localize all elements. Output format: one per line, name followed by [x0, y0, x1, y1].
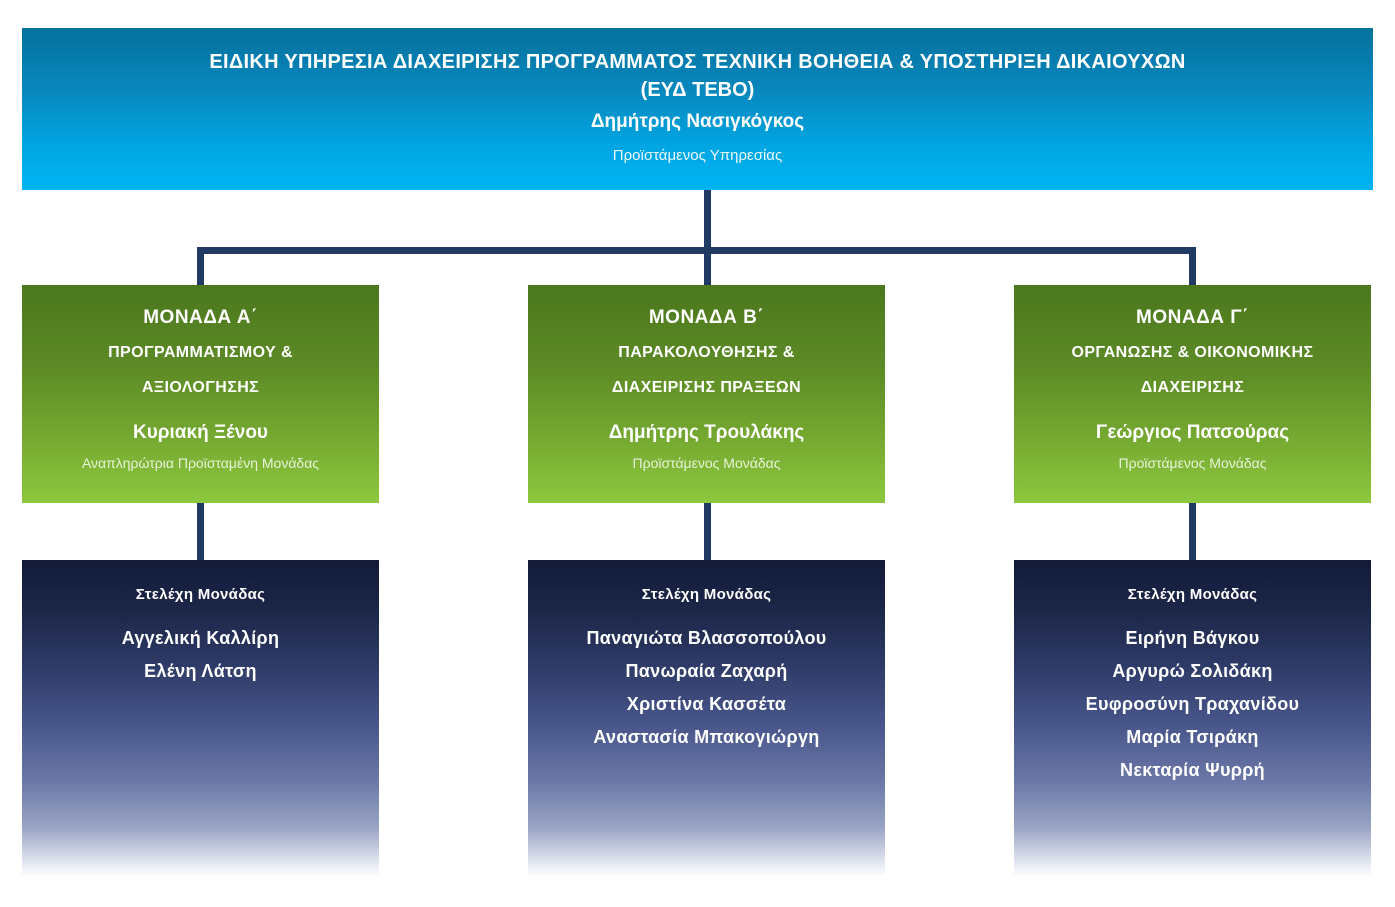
unit-c-department-line2: ΔΙΑΧΕΙΡΙΣΗΣ	[1140, 379, 1245, 396]
staff-member-name: Ειρήνη Βάγκου	[1125, 628, 1260, 648]
unit-c-staff-list	[1086, 622, 1300, 787]
unit-c-head-title: Προϊστάμενος Μονάδας	[1118, 455, 1267, 471]
unit-a-box	[22, 285, 379, 503]
unit-b-staff-box	[528, 560, 885, 875]
unit-c-name: ΜΟΝΑΔΑ Γ΄	[1136, 307, 1249, 328]
staff-member-name: Αγγελική Καλλίρη	[121, 628, 280, 648]
unit-b-department-line1: ΠΑΡΑΚΟΛΟΥΘΗΣΗΣ &	[618, 344, 795, 361]
connector-stub-unit-c	[1189, 247, 1196, 285]
staff-member-name: Αργυρώ Σολιδάκη	[1112, 661, 1273, 681]
connector-stub-unit-b	[704, 247, 711, 285]
unit-a-head-name: Κυριακή Ξένου	[132, 422, 268, 443]
unit-b-staff-label: Στελέχη Μονάδας	[641, 586, 772, 603]
unit-c-head-name: Γεώργιος Πατσούρας	[1095, 422, 1290, 443]
staff-member-name: Πανωραία Ζαχαρή	[625, 661, 788, 681]
staff-member-name: Ελένη Λάτση	[144, 661, 257, 681]
unit-a-staff-box	[22, 560, 379, 875]
staff-member-name: Παναγιώτα Βλασσοπούλου	[586, 628, 827, 648]
unit-a-name: ΜΟΝΑΔΑ Α΄	[143, 307, 258, 328]
service-head-title: Προϊστάμενος Υπηρεσίας	[612, 147, 783, 164]
service-box	[22, 28, 1373, 190]
connector-unit-c-staff	[1189, 503, 1196, 560]
unit-c-staff-label: Στελέχη Μονάδας	[1127, 586, 1258, 603]
connector-unit-b-staff	[704, 503, 711, 560]
unit-b-head-name: Δημήτρης Τρουλάκης	[608, 422, 805, 443]
staff-member-name: Αναστασία Μπακογιώργη	[593, 727, 820, 747]
unit-b-head-title: Προϊστάμενος Μονάδας	[632, 455, 781, 471]
staff-member-name: Μαρία Τσιράκη	[1126, 727, 1259, 747]
connector-stub-unit-a	[197, 247, 204, 285]
staff-member-name: Χριστίνα Κασσέτα	[626, 694, 787, 714]
service-title: ΕΙΔΙΚΗ ΥΠΗΡΕΣΙΑ ΔΙΑΧΕΙΡΙΣΗΣ ΠΡΟΓΡΑΜΜΑΤΟΣ ΤΕΧΝΙΚΗ ΒΟΗΘΕΙΑ & ΥΠΟΣΤΗΡΙΞΗ ΔΙΚΑΙΟΥΧΩΝ	[209, 51, 1186, 73]
unit-b-staff-list	[586, 622, 826, 754]
unit-a-staff-label: Στελέχη Μονάδας	[135, 586, 266, 603]
staff-member-name: Ευφροσύνη Τραχανίδου	[1085, 694, 1300, 714]
unit-b-box	[528, 285, 885, 503]
unit-c-department-line1: ΟΡΓΑΝΩΣΗΣ & ΟΙΚΟΝΟΜΙΚΗΣ	[1071, 344, 1314, 361]
unit-a-staff-list	[122, 622, 280, 688]
connector-horizontal	[197, 247, 1196, 254]
staff-member-name: Νεκταρία Ψυρρή	[1120, 760, 1265, 780]
unit-a-head-title: Αναπληρώτρια Προϊσταμένη Μονάδας	[81, 455, 320, 471]
unit-b-department-line2: ΔΙΑΧΕΙΡΙΣΗΣ ΠΡΑΞΕΩΝ	[611, 379, 802, 396]
service-abbreviation: (ΕΥΔ ΤΕΒΟ)	[640, 79, 755, 101]
unit-a-department-line2: ΑΞΙΟΛΟΓΗΣΗΣ	[141, 379, 260, 396]
connector-root-vertical	[704, 190, 711, 253]
unit-c-box	[1014, 285, 1371, 503]
unit-c-staff-box	[1014, 560, 1371, 875]
unit-a-department-line1: ΠΡΟΓΡΑΜΜΑΤΙΣΜΟΥ &	[108, 344, 293, 361]
connector-unit-a-staff	[197, 503, 204, 560]
service-head-name: Δημήτρης Νασιγκόγκος	[590, 111, 805, 132]
unit-b-name: ΜΟΝΑΔΑ Β΄	[648, 307, 765, 328]
